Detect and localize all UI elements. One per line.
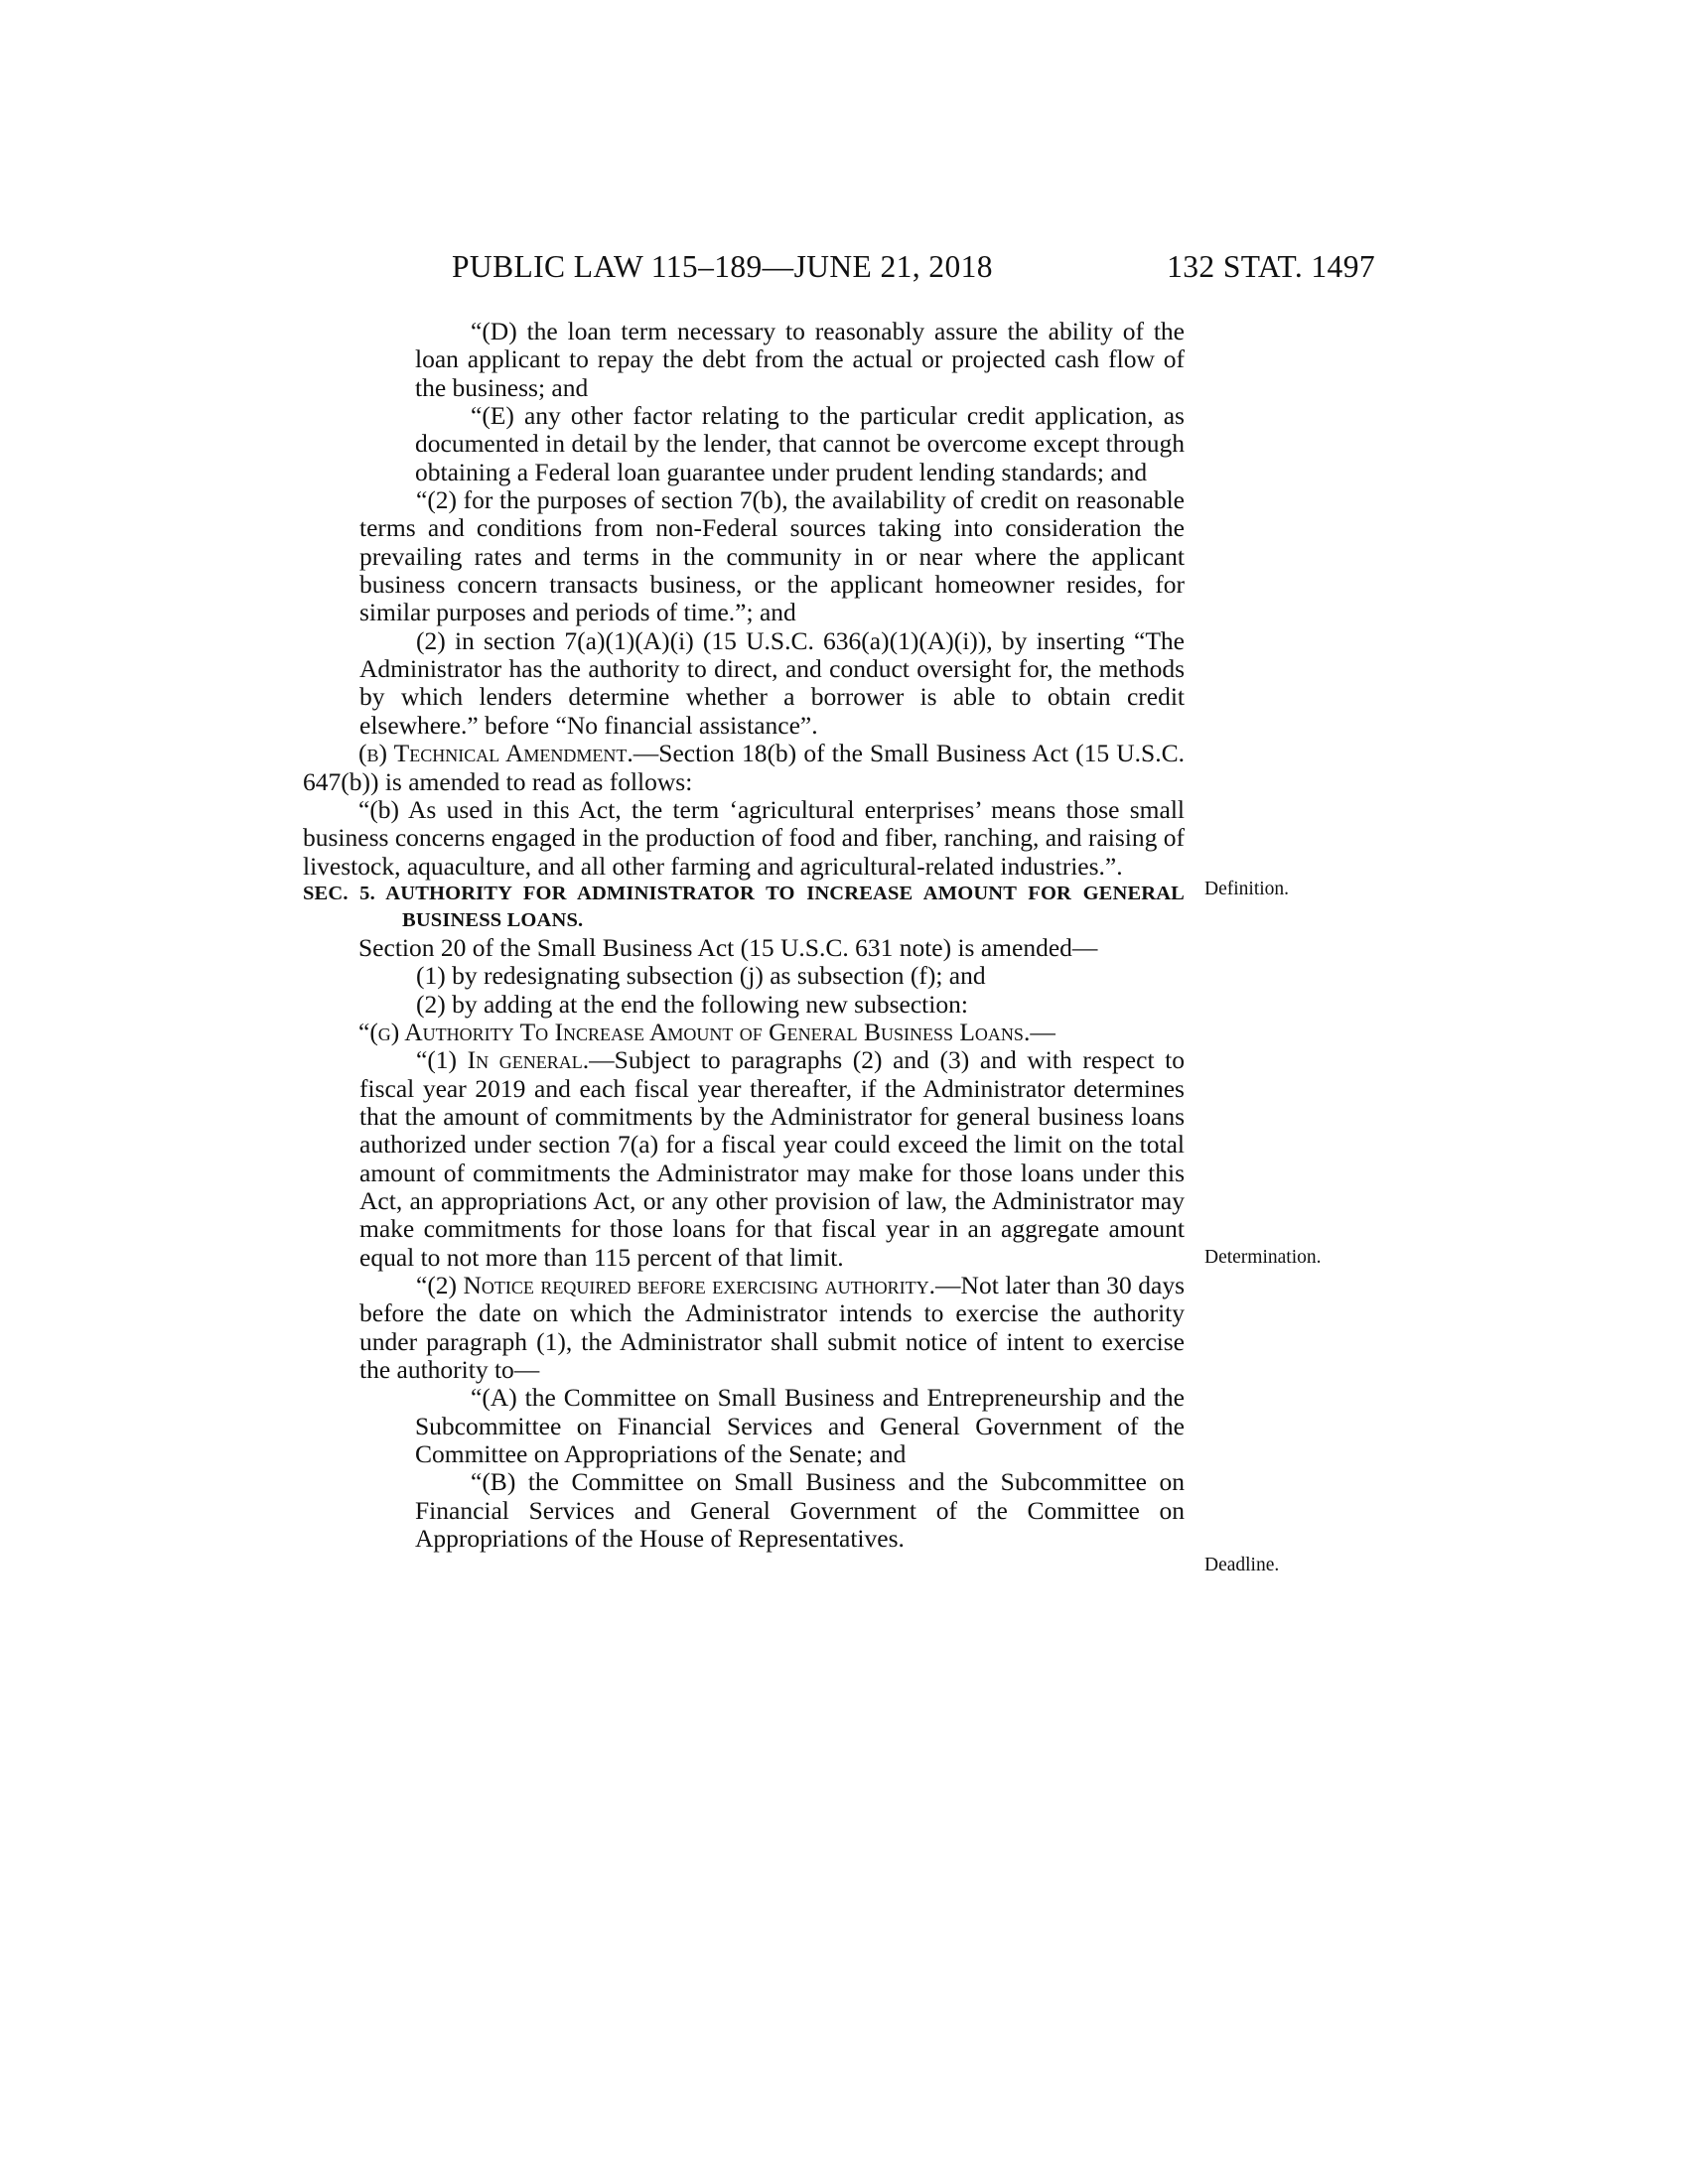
paragraph-b-quote: “(b) As used in this Act, the term ‘agricultural enterprises’ means those small business concerns engaged in the production of food and fiber, ranching, and raising of livestock, aquaculture, and all other farming and agricultural-related industries.”.	[303, 794, 1185, 881]
stat-page-number: 132 STAT. 1497	[1167, 249, 1375, 284]
paragraph-1-redesignate: (1) by redesignating subsection (j) as subsection (f); and	[416, 961, 986, 991]
margin-note-definition: Definition.	[1204, 879, 1290, 899]
paragraph-g2	[303, 1272, 1185, 1384]
paragraph-b-technical-amendment	[303, 740, 1185, 796]
margin-note-determination: Determination.	[1204, 1247, 1322, 1268]
subsection-g-label: “(g) Authority To Increase Amount of General Business Loans.	[358, 1017, 1031, 1046]
section-5-heading: SEC. 5. AUTHORITY FOR ADMINISTRATOR TO INCREASE AMOUNT FOR GENERAL BUSINESS LOANS.	[303, 882, 1185, 931]
paragraph-g1-heading: “(1) In general.	[416, 1045, 590, 1075]
page-header	[452, 247, 1375, 287]
subsection-b-text: —Section 18(b) of the Small Business Act (15 U.S.C. 647(b)) is amended to read as follows:	[303, 739, 1185, 796]
paragraph-2-adding: (2) by adding at the end the following new subsection:	[416, 989, 968, 1019]
subsection-g-heading	[303, 1019, 1185, 1046]
paragraph-section-20: Section 20 of the Small Business Act (15 U.S.C. 631 note) is amended—	[358, 932, 1098, 962]
paragraph-gA: “(A) the Committee on Small Business and Entrepreneurship and the Subcommittee on Financial Services and General Government of the Committee on Appropriations of the Senate; and	[415, 1383, 1185, 1469]
paragraph-g2-text: —Not later than 30 days before the date on which the Administrator intends to exercise the authority under paragraph (1), the Administrator shall submit notice of intent to exercise the authority to—	[359, 1271, 1185, 1385]
paragraph-E: “(E) any other factor relating to the particular credit application, as documented in detail by the lender, that cannot be overcome except through obtaining a Federal loan guarantee under prudent lending standards; and	[415, 401, 1185, 486]
paragraph-g1	[303, 1046, 1185, 1272]
document-body	[303, 318, 1185, 1553]
margin-note-deadline: Deadline.	[1204, 1555, 1280, 1575]
paragraph-g2-heading: “(2) Notice required before exercising authority.	[416, 1271, 936, 1299]
paragraph-g1-text: —Subject to paragraphs (2) and (3) and with respect to fiscal year 2019 and each fiscal year thereafter, if the Administrator determines that the amount of commitments by the Administrator for general business loans authorized under section 7(a) for a fiscal year could exceed the limit on the total amount of commitments the Administrator may make for those loans under this Act, an appropriations Act, or any other provision of law, the Administrator may make commitments for those loans for that fiscal year in an aggregate amount equal to not more than 115 percent of that limit.	[359, 1045, 1185, 1272]
running-title: PUBLIC LAW 115–189—JUNE 21, 2018	[452, 249, 993, 284]
subsection-b-heading: (b) Technical Amendment.	[358, 739, 633, 768]
paragraph-2-purposes: “(2) for the purposes of section 7(b), the availability of credit on reasonable terms and conditions from non-Federal sources taking into consideration the prevailing rates and terms in the community in or near where the applicant business concern transacts business, or the applicant homeowner resides, for similar purposes and periods of time.”; and	[359, 485, 1185, 627]
subsection-g-dash: —	[1030, 1017, 1055, 1046]
paragraph-2-section: (2) in section 7(a)(1)(A)(i) (15 U.S.C. 636(a)(1)(A)(i)), by inserting “The Administrator has the authority to direct, and conduct oversight for, the methods by which lenders determine whether a borrower is able to obtain credit elsewhere.” before “No financial assistance”.	[359, 625, 1185, 740]
paragraph-D: “(D) the loan term necessary to reasonably assure the ability of the loan applicant to repay the debt from the actual or projected cash flow of the business; and	[415, 317, 1185, 402]
paragraph-gB: “(B) the Committee on Small Business and the Subcommittee on Financial Services and General Government of the Committee on Appropriations of the House of Representatives.	[415, 1467, 1185, 1554]
